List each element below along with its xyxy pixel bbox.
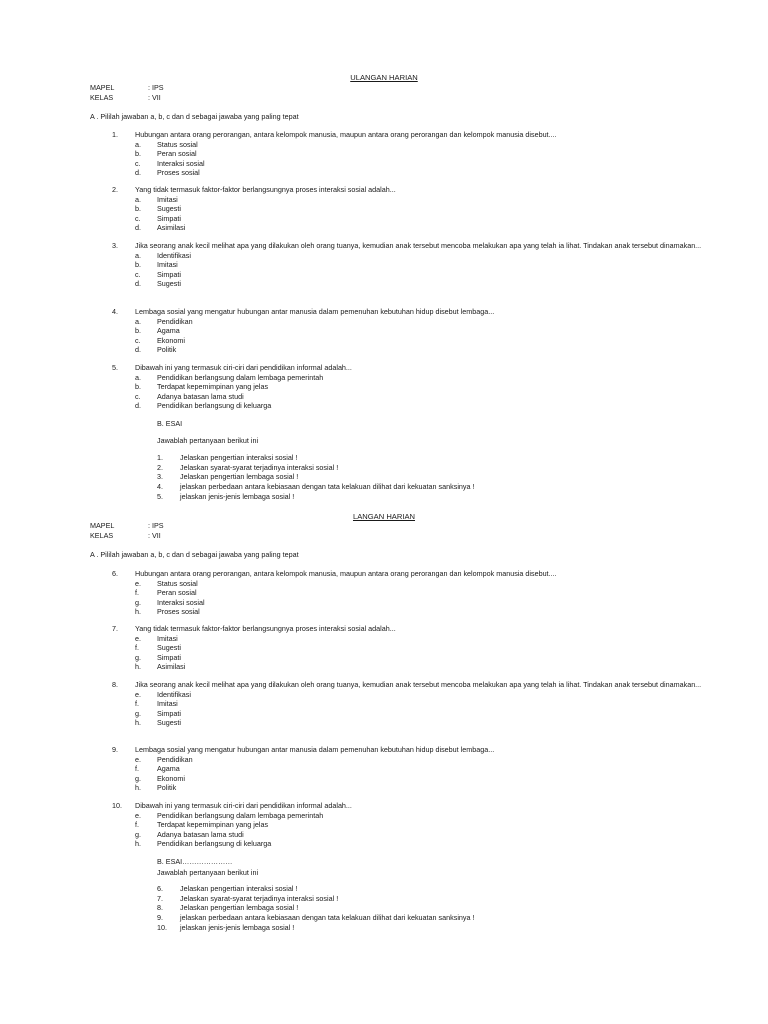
essay-text: Jelaskan syarat-syarat terjadinya interaksi sosial ! (180, 893, 339, 903)
question-number: 3. (112, 241, 118, 250)
option-text: Identifikasi (157, 689, 191, 699)
essay-number: 5. (157, 491, 163, 501)
question (112, 569, 722, 617)
essay-number: 10. (157, 922, 167, 932)
essay-section (157, 419, 475, 501)
option-letter: d. (135, 345, 141, 355)
mapel-value: : IPS (148, 521, 164, 530)
option-letter: d. (135, 401, 141, 411)
option-letter: c. (135, 213, 141, 223)
option-text: Sugesti (157, 643, 181, 653)
essay-item (157, 491, 295, 502)
essay-item (157, 922, 295, 933)
kelas-value: : VII (148, 531, 161, 540)
option-text: Proses sosial (157, 168, 200, 178)
option-letter: c. (135, 158, 141, 168)
question (112, 241, 722, 289)
option (112, 336, 722, 346)
option (112, 168, 722, 178)
option (112, 401, 722, 411)
option-text: Simpati (157, 652, 181, 662)
option (112, 764, 722, 774)
option-letter: e. (135, 578, 141, 588)
option (112, 634, 722, 644)
question-number: 5. (112, 363, 118, 372)
option-text: Imitasi (157, 194, 178, 204)
option (112, 690, 722, 700)
option-letter: b. (135, 326, 141, 336)
option-letter: f. (135, 699, 139, 709)
option-letter: b. (135, 149, 141, 159)
option (112, 260, 722, 270)
essay-text: jelaskan perbedaan antara kebiasaan dengan tata kelakuan dilihat dari kekuatan sanksinya ! (180, 912, 475, 922)
option-letter: a. (135, 372, 141, 382)
question (112, 624, 722, 672)
option-letter: d. (135, 279, 141, 289)
essay-item (157, 453, 298, 463)
option-text: Pendidikan berlangsung di keluarga (157, 401, 272, 411)
option-text: Ekonomi (157, 335, 185, 345)
option-letter: b. (135, 382, 141, 392)
option-letter: d. (135, 223, 141, 233)
option-text: Simpati (157, 708, 181, 718)
question (112, 801, 722, 849)
question (112, 307, 722, 355)
essay-number: 2. (157, 462, 163, 472)
option (112, 279, 722, 289)
option (112, 839, 722, 849)
option-text: Politik (157, 345, 177, 355)
option-text: Asimilasi (157, 662, 186, 672)
option-letter: h. (135, 607, 141, 617)
question-stem: Yang tidak termasuk faktor-faktor berlangsungnya proses interaksi sosial adalah... (135, 624, 396, 633)
essay-text: Jelaskan pengertian lembaga sosial ! (180, 903, 299, 913)
question-stem: Dibawah ini yang termasuk ciri-ciri dari pendidikan informal adalah... (135, 801, 352, 810)
option-letter: c. (135, 335, 141, 345)
essay-text: jelaskan jenis-jenis lembaga sosial ! (180, 922, 295, 932)
option-letter: c. (135, 269, 141, 279)
question-stem: Hubungan antara orang perorangan, antara kelompok manusia, maupun antara orang perorangan dan kelompok manusia disebut.... (135, 569, 557, 578)
essay-list (157, 884, 475, 932)
essay-heading: B. ESAI………………… (157, 857, 233, 866)
option (112, 607, 722, 617)
essay-number: 6. (157, 884, 163, 894)
option-text: Terdapat kepemimpinan yang jelas (157, 820, 269, 830)
option-letter: h. (135, 839, 141, 849)
essay-item (157, 884, 298, 894)
option-text: Sugesti (157, 279, 181, 289)
option-text: Pendidikan berlangsung dalam lembaga pemerintah (157, 810, 324, 820)
essay-number: 7. (157, 893, 163, 903)
question-number: 10. (112, 801, 122, 810)
option (112, 598, 722, 608)
essay-text: jelaskan jenis-jenis lembaga sosial ! (180, 491, 295, 501)
option (112, 326, 722, 336)
question-stem: Hubungan antara orang perorangan, antara kelompok manusia, maupun antara orang perorangan dan kelompok manusia disebut.... (135, 130, 557, 139)
essay-number: 1. (157, 453, 163, 463)
option-text: Sugesti (157, 204, 181, 214)
question-stem: Jika seorang anak kecil melihat apa yang dilakukan oleh orang tuanya, kemudian anak tersebut mencoba melakukan apa yang telah ia lihat. Tindakan anak tersebut dinamakan... (135, 241, 702, 250)
question (112, 680, 722, 728)
option-letter: d. (135, 168, 141, 178)
essay-text: Jelaskan pengertian lembaga sosial ! (180, 472, 299, 482)
option-text: Interaksi sosial (157, 158, 205, 168)
question (112, 185, 722, 233)
option-letter: f. (135, 588, 139, 598)
option-letter: c. (135, 391, 141, 401)
option-text: Identifikasi (157, 250, 191, 260)
mapel-value: : IPS (148, 83, 164, 92)
option-letter: b. (135, 204, 141, 214)
option (112, 204, 722, 214)
option (112, 699, 722, 709)
question-number: 8. (112, 680, 118, 689)
kelas-value: : VII (148, 93, 161, 102)
option-text: Imitasi (157, 633, 178, 643)
option-text: Adanya batasan lama studi (157, 391, 244, 401)
option (112, 774, 722, 784)
option-letter: f. (135, 820, 139, 830)
question (112, 363, 722, 411)
option-letter: g. (135, 652, 141, 662)
essay-number: 3. (157, 472, 163, 482)
essay-text: Jelaskan pengertian interaksi sosial ! (180, 453, 298, 463)
option-letter: a. (135, 139, 141, 149)
question-number: 2. (112, 185, 118, 194)
question-stem: Yang tidak termasuk faktor-faktor berlangsungnya proses interaksi sosial adalah... (135, 185, 396, 194)
instruction-text: A . Pililah jawaban a, b, c dan d sebagai jawaba yang paling tepat (90, 550, 299, 559)
option-letter: g. (135, 708, 141, 718)
mapel-label: MAPEL (90, 83, 115, 92)
option-letter: g. (135, 773, 141, 783)
essay-item (157, 462, 339, 473)
option-text: Agama (157, 326, 180, 336)
essay-subheading: Jawablah pertanyaan berikut ini (157, 435, 259, 445)
option-text: Adanya batasan lama studi (157, 829, 244, 839)
option-letter: g. (135, 597, 141, 607)
option (112, 811, 722, 821)
option (112, 223, 722, 233)
option-letter: b. (135, 260, 141, 270)
option (112, 317, 722, 327)
option (112, 382, 722, 392)
essay-number: 8. (157, 903, 163, 913)
option-text: Sugesti (157, 718, 181, 728)
kelas-label: KELAS (90, 93, 114, 102)
option (112, 270, 722, 280)
option-text: Terdapat kepemimpinan yang jelas (157, 382, 269, 392)
option-letter: h. (135, 718, 141, 728)
essay-item (157, 481, 475, 492)
instruction-text: A . Pililah jawaban a, b, c dan d sebagai jawaba yang paling tepat (90, 112, 299, 121)
essay-number: 4. (157, 481, 163, 491)
question-number: 9. (112, 745, 118, 754)
essay-item (157, 903, 299, 913)
option (112, 830, 722, 840)
question-number: 7. (112, 624, 118, 633)
option-text: Status sosial (157, 139, 198, 149)
option-text: Pendidikan berlangsung dalam lembaga pemerintah (157, 372, 324, 382)
essay-item (157, 912, 475, 923)
option-letter: e. (135, 810, 141, 820)
option (112, 579, 722, 589)
essay-list (157, 453, 475, 501)
option-letter: h. (135, 662, 141, 672)
option (112, 392, 722, 402)
option (112, 820, 722, 830)
option-text: Simpati (157, 269, 181, 279)
option-letter: f. (135, 643, 139, 653)
option (112, 643, 722, 653)
essay-text: Jelaskan pengertian interaksi sosial ! (180, 884, 298, 894)
essay-item (157, 893, 339, 904)
option-text: Agama (157, 764, 180, 774)
option (112, 140, 722, 150)
question-stem: Lembaga sosial yang mengatur hubungan antar manusia dalam pemenuhan kebutuhan hidup disebut lembaga... (135, 307, 495, 316)
option (112, 718, 722, 728)
option-text: Proses sosial (157, 607, 200, 617)
option (112, 345, 722, 355)
option (112, 588, 722, 598)
option (112, 783, 722, 793)
question-stem: Lembaga sosial yang mengatur hubungan antar manusia dalam pemenuhan kebutuhan hidup disebut lembaga... (135, 745, 495, 754)
option-letter: e. (135, 754, 141, 764)
essay-text: Jelaskan syarat-syarat terjadinya interaksi sosial ! (180, 462, 339, 472)
option-text: Politik (157, 783, 177, 793)
option-text: Peran sosial (157, 149, 197, 159)
kelas-label: KELAS (90, 531, 114, 540)
essay-item (157, 472, 299, 482)
question-stem: Jika seorang anak kecil melihat apa yang dilakukan oleh orang tuanya, kemudian anak tersebut mencoba melakukan apa yang telah ia lihat. Tindakan anak tersebut dinamakan... (135, 680, 702, 689)
option-letter: a. (135, 316, 141, 326)
option-text: Imitasi (157, 260, 178, 270)
option-text: Pendidikan (157, 754, 193, 764)
question (112, 130, 722, 178)
essay-number: 9. (157, 912, 163, 922)
option (112, 373, 722, 383)
question-number: 1. (112, 130, 118, 139)
option-text: Pendidikan (157, 316, 193, 326)
option (112, 251, 722, 261)
option-text: Asimilasi (157, 223, 186, 233)
option (112, 662, 722, 672)
essay-text: jelaskan perbedaan antara kebiasaan dengan tata kelakuan dilihat dari kekuatan sanksinya ! (180, 481, 475, 491)
option (112, 195, 722, 205)
essay-subheading: Jawablah pertanyaan berikut ini (157, 867, 259, 877)
option-text: Ekonomi (157, 773, 185, 783)
question (112, 745, 722, 793)
essay-heading: B. ESAI (157, 419, 183, 428)
option-letter: a. (135, 194, 141, 204)
mapel-label: MAPEL (90, 521, 115, 530)
option (112, 755, 722, 765)
question-number: 4. (112, 307, 118, 316)
option-letter: f. (135, 764, 139, 774)
option-text: Simpati (157, 213, 181, 223)
question-stem: Dibawah ini yang termasuk ciri-ciri dari pendidikan informal adalah... (135, 363, 352, 372)
option-letter: a. (135, 250, 141, 260)
option (112, 653, 722, 663)
option-letter: e. (135, 633, 141, 643)
option-text: Pendidikan berlangsung di keluarga (157, 839, 272, 849)
option (112, 214, 722, 224)
option-letter: g. (135, 829, 141, 839)
option-text: Status sosial (157, 578, 198, 588)
option (112, 159, 722, 169)
option-letter: h. (135, 783, 141, 793)
option-letter: e. (135, 689, 141, 699)
option-text: Imitasi (157, 699, 178, 709)
option (112, 149, 722, 159)
essay-section (157, 857, 475, 932)
page-title: LANGAN HARIAN (352, 512, 416, 521)
option (112, 709, 722, 719)
page-title: ULANGAN HARIAN (350, 73, 418, 82)
option-text: Interaksi sosial (157, 597, 205, 607)
question-number: 6. (112, 569, 118, 578)
option-text: Peran sosial (157, 588, 197, 598)
